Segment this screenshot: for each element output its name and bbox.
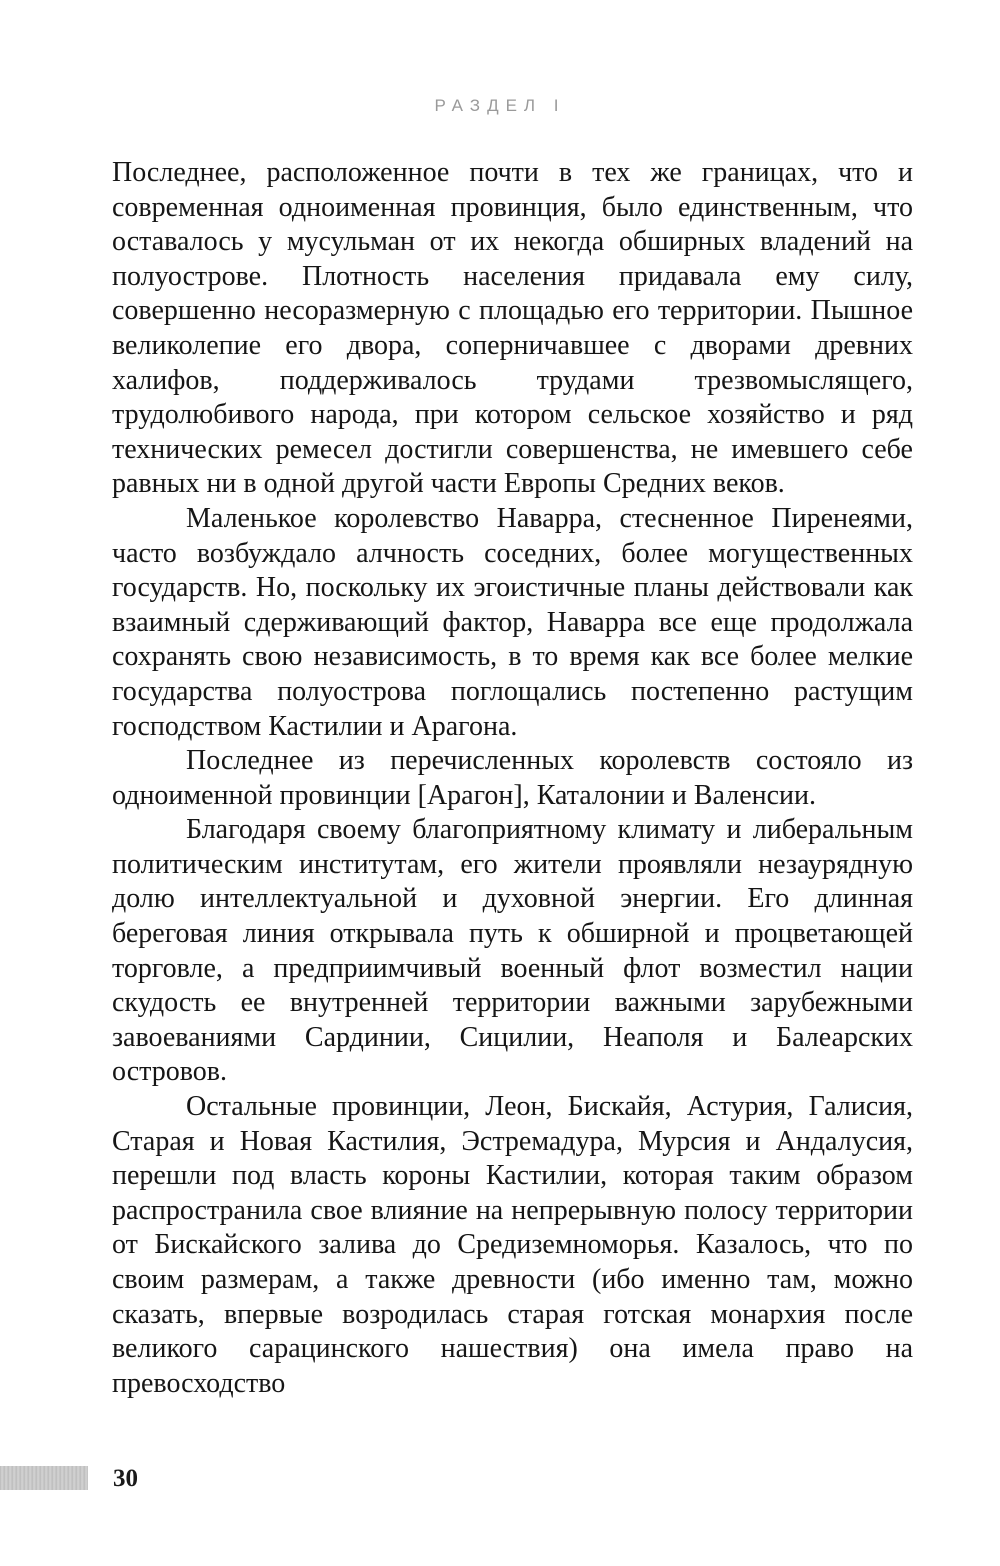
paragraph: Благодаря своему благоприятному климату и либеральным политическим институтам, его жители проявляли незаурядную долю интеллектуальной и духовной энергии. Его длинная береговая линия открывала путь к обширной и процветающей торговле, а предприимчивый военный флот возместил нации скудость ее внутренней территории важными зарубежными завоеваниями Сардинии, Сицилии, Неаполя и Балеарских островов. bbox=[112, 814, 913, 1088]
section-edge-mark bbox=[0, 1466, 88, 1490]
running-head: РАЗДЕЛ I bbox=[434, 96, 566, 115]
page-number: 30 bbox=[113, 1465, 138, 1492]
paragraph: Последнее, расположенное почти в тех же границах, что и современная одноименная провинция, было единственным, что оставалось у мусульман от их некогда обширных владений на полуострове. Плотность населения придавала ему силу, совершенно несоразмерную с площадью его территории. Пышное великолепие его двора, соперничавшее с дворами древних халифов, поддерживалось трудами трезвомыслящего, трудолюбивого народа, при котором сельское хозяйство и ряд технических ремесел достигли совершенства, не имевшего себе равных ни в одной другой части Европы Средних веков. bbox=[112, 157, 913, 500]
paragraph: Последнее из перечисленных королевств состояло из одноименной провинции [Арагон], Каталонии и Валенсии. bbox=[112, 745, 913, 811]
body-text bbox=[112, 156, 913, 1401]
paragraph: Остальные провинции, Леон, Бискайя, Астурия, Галисия, Старая и Новая Кастилия, Эстремадура, Мурсия и Андалусия, перешли под власть короны Кастилии, которая таким образом распространила свое влияние на непрерывную полосу территории от Бискайского залива до Средиземноморья. Казалось, что по своим размерам, а также древности (ибо именно там, можно сказать, впервые возродилась старая готская монархия после великого сарацинского нашествия) она имела право на превосходство bbox=[112, 1091, 913, 1399]
paragraph: Маленькое королевство Наварра, стесненное Пиренеями, часто возбуждало алчность соседних, более могущественных государств. Но, поскольку их эгоистичные планы действовали как взаимный сдерживающий фактор, Наварра все еще продолжала сохранять свою независимость, в то время как все более мелкие государства полуострова поглощались постепенно растущим господством Кастилии и Арагона. bbox=[112, 502, 913, 742]
